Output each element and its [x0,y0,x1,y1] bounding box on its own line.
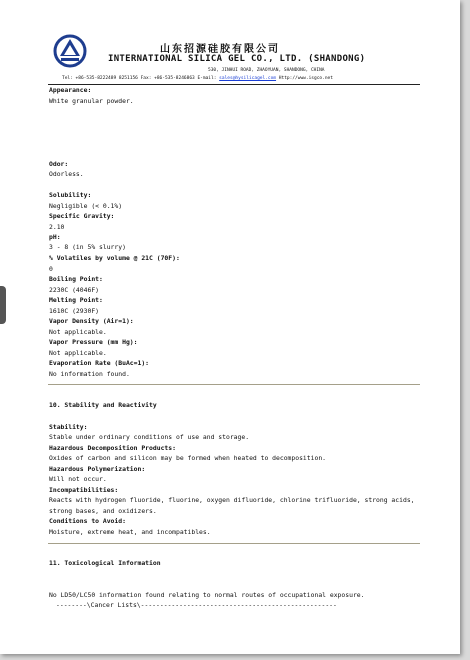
specific-gravity-value: 2.10 [49,223,65,231]
incompatibilities-value-line-1: Reacts with hydrogen fluoride, fluorine, oxygen difluoride, chlorine trifluoride, strong acids, [49,496,415,504]
evaporation-rate-value: No information found. [49,370,130,378]
vapor-density-value: Not applicable. [49,328,107,336]
melting-point-label: Melting Point: [49,296,103,304]
boiling-point-value: 2230C (4046F) [49,286,100,294]
cancer-lists-heading: --------\Cancer Lists\--------------------------------------------------- [56,601,337,609]
incompatibilities-label: Incompatibilities: [49,486,119,494]
stability-value: Stable under ordinary conditions of use and storage. [49,433,250,441]
specific-gravity-label: Specific Gravity: [49,212,115,220]
ph-value: 3 - 8 (in 5% slurry) [49,243,126,251]
ld50-text: No LD50/LC50 information found relating to normal routes of occupational exposure. [49,591,365,599]
website-text: Http://www.isgco.net [278,76,333,81]
volatiles-value: 0 [49,265,53,273]
vapor-pressure-value: Not applicable. [49,349,107,357]
company-contact [62,76,333,81]
polymerization-value: Will not occur. [49,475,107,483]
decomposition-label: Hazardous Decomposition Products: [49,444,176,452]
polymerization-label: Hazardous Polymerization: [49,465,146,473]
header-divider [48,84,420,85]
conditions-to-avoid-value: Moisture, extreme heat, and incompatibles. [49,528,211,536]
ph-label: pH: [49,233,61,241]
company-address: 530, JINHUI ROAD, ZHAOYUAN, SHANDONG, CHINA [208,68,325,73]
stability-label: Stability: [49,423,88,431]
appearance-label: Appearance: [49,86,92,94]
evaporation-rate-label: Evaporation Rate (BuAc=1): [49,359,150,367]
conditions-to-avoid-label: Conditions to Avoid: [49,517,126,525]
decomposition-value: Oxides of carbon and silicon may be formed when heated to decomposition. [49,454,327,462]
side-scroll-handle[interactable] [0,286,6,324]
contact-phone-fax: Tel: +86-535-8222489 8251156 Fax: +86-535-8246863 E-mail: [62,76,217,81]
company-name-english: INTERNATIONAL SILICA GEL CO., LTD. (SHANDONG) [108,54,366,64]
company-name-chinese: 山东招源硅胶有限公司 [160,44,280,55]
section-divider [48,384,420,385]
solubility-value: Negligible (< 0.1%) [49,202,123,210]
section-divider [48,543,420,544]
vapor-pressure-label: Vapor Pressure (mm Hg): [49,338,138,346]
company-logo-icon [53,34,87,68]
vapor-density-label: Vapor Density (Air=1): [49,317,134,325]
odor-value: Odorless. [49,170,84,178]
email-link[interactable]: sales@hysilicagel.com [219,76,277,81]
solubility-label: Solubility: [49,191,92,199]
melting-point-value: 1610C (2930F) [49,307,100,315]
incompatibilities-value-line-2: strong bases, and oxidizers. [49,507,157,515]
section-11-title: 11. Toxicological Information [49,559,161,567]
boiling-point-label: Boiling Point: [49,275,103,283]
volatiles-label: % Volatiles by volume @ 21C (70F): [49,254,180,262]
odor-label: Odor: [49,160,69,168]
section-10-title: 10. Stability and Reactivity [49,401,157,409]
appearance-value: White granular powder. [49,97,134,105]
